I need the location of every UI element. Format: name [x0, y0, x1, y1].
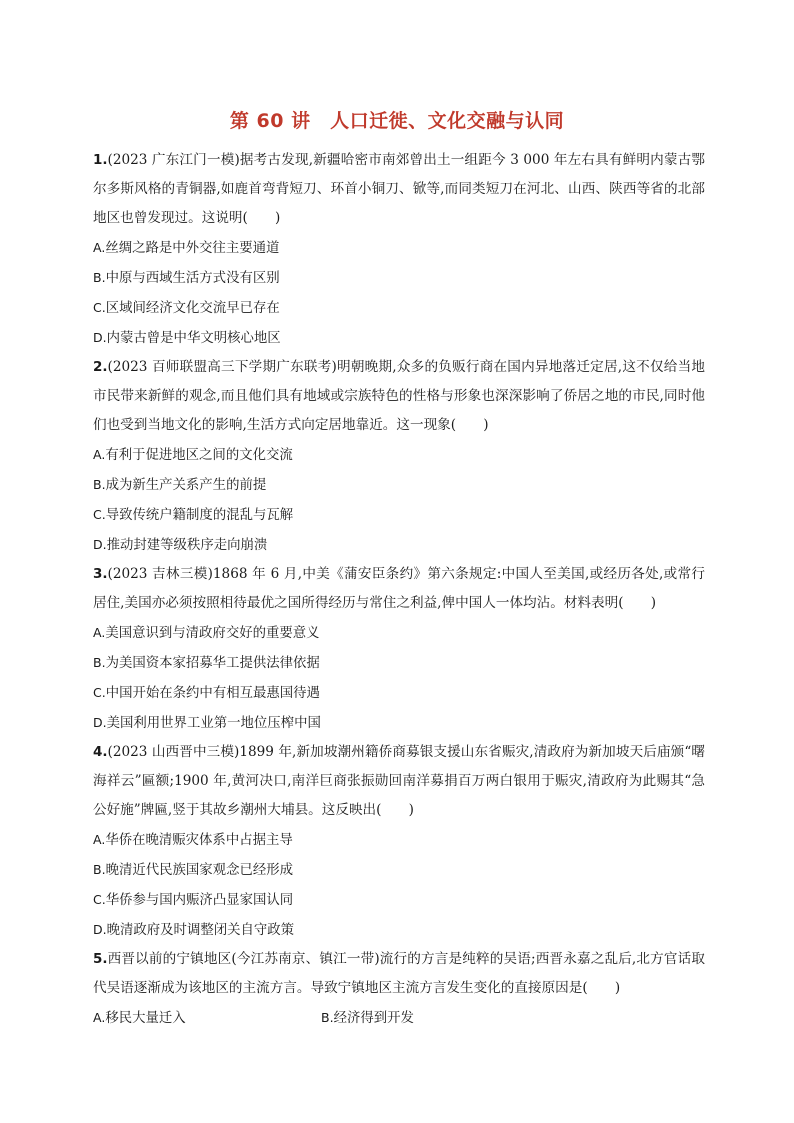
option-letter: B.: [321, 1010, 334, 1025]
question-number: 2.: [93, 359, 108, 375]
option-letter: C.: [93, 892, 106, 907]
question-text: (2023 吉林三模)1868 年 6 月,中美《蒲安臣条约》第六条规定:中国人至美国,或经历各处,或常行居住,美国亦必须按照相待最优之国所得经历与常住之利益,俾中国人一体均沾。材料表明( ): [93, 566, 705, 611]
page-title: 第 60 讲 人口迁徙、文化交融与认同: [229, 110, 565, 132]
option-letter: C.: [93, 300, 106, 315]
option-text: 区域间经济文化交流早已存在: [105, 301, 280, 316]
option-letter: A.: [93, 240, 106, 255]
option-letter: A.: [93, 625, 106, 640]
option-d: [93, 915, 705, 945]
option-a: [93, 440, 705, 470]
question-4: [93, 738, 705, 945]
question-text: 西晋以前的宁镇地区(今江苏南京、镇江一带)流行的方言是纯粹的吴语;西晋永嘉之乱后,北方官话取代吴语逐渐成为该地区的主流方言。导致宁镇地区主流方言发生变化的直接原因是( ): [93, 951, 705, 996]
option-letter: C.: [93, 507, 106, 522]
question-stem: [93, 353, 705, 440]
option-text: 推动封建等级秩序走向崩溃: [106, 538, 268, 553]
option-b: [93, 470, 705, 500]
option-text: 导致传统户籍制度的混乱与瓦解: [105, 508, 294, 523]
question-1: [93, 146, 705, 353]
option-text: 美国意识到与清政府交好的重要意义: [105, 626, 320, 641]
option-letter: A.: [93, 1010, 106, 1025]
option-letter: A.: [93, 447, 106, 462]
option-letter: B.: [93, 862, 106, 877]
option-c: [93, 885, 705, 915]
option-text: 移民大量迁入: [105, 1011, 186, 1026]
option-text: 有利于促进地区之间的文化交流: [105, 448, 293, 463]
question-3: [93, 560, 705, 738]
option-c: [93, 678, 705, 708]
option-letter: B.: [93, 655, 106, 670]
option-a: [93, 618, 705, 648]
question-2: [93, 353, 705, 560]
question-number: 1.: [93, 152, 108, 168]
option-text: 成为新生产关系产生的前提: [105, 478, 267, 493]
question-number: 5.: [93, 951, 108, 967]
question-stem: [93, 146, 705, 233]
option-text: 内蒙古曾是中华文明核心地区: [106, 331, 281, 346]
question-text: (2023 山西晋中三模)1899 年,新加坡潮州籍侨商募银支援山东省赈灾,清政府为新加坡天后庙颁“曙海祥云”匾额;1900 年,黄河决口,南洋巨商张振勋回南洋募捐百万两白银用于赈灾,清政府为此赐其“急公好施”牌匾,竖于其故乡潮州大埔县。这反映出( ): [93, 744, 705, 818]
question-text: (2023 百师联盟高三下学期广东联考)明朝晚期,众多的负贩行商在国内异地落迁定居,这不仅给当地市民带来新鲜的观念,而且他们具有地域或宗族特色的性格与形象也深深影响了侨居之地的市民,同时他们也受到当地文化的影响,生活方式向定居地靠近。这一现象( ): [93, 359, 705, 433]
option-text: 华侨在晚清赈灾体系中占据主导: [105, 833, 293, 848]
question-stem: [93, 560, 705, 618]
option-text: 华侨参与国内赈济凸显家国认同: [105, 893, 294, 908]
option-a: [93, 825, 705, 855]
question-stem: [93, 945, 705, 1003]
option-letter: B.: [93, 477, 106, 492]
option-letter: D.: [93, 537, 107, 552]
option-text: 丝绸之路是中外交往主要通道: [105, 241, 280, 256]
option-b: [321, 1003, 549, 1033]
option-d: [93, 708, 705, 738]
option-text: 中国开始在条约中有相互最惠国待遇: [105, 686, 320, 701]
option-a: [93, 1003, 321, 1033]
option-a: [93, 233, 705, 263]
option-row: [93, 1003, 705, 1033]
option-text: 晚清政府及时调整闭关自守政策: [106, 923, 295, 938]
option-text: 经济得到开发: [333, 1011, 414, 1026]
option-b: [93, 648, 705, 678]
option-b: [93, 263, 705, 293]
option-text: 美国利用世界工业第一地位压榨中国: [106, 716, 321, 731]
question-5: [93, 945, 705, 1033]
option-text: 中原与西域生活方式没有区别: [105, 271, 280, 286]
option-c: [93, 293, 705, 323]
question-number: 4.: [93, 744, 108, 760]
option-letter: A.: [93, 832, 106, 847]
option-text: 晚清近代民族国家观念已经形成: [105, 863, 294, 878]
option-d: [93, 530, 705, 560]
question-number: 3.: [93, 566, 108, 582]
option-letter: C.: [93, 685, 106, 700]
question-text: (2023 广东江门一模)据考古发现,新疆哈密市南郊曾出土一组距今 3 000 年左右具有鲜明内蒙古鄂尔多斯风格的青铜器,如鹿首弯背短刀、环首小铜刀、锨等,而同类短刀在河北、山西、陕西等省的北部地区也曾发现过。这说明( ): [93, 152, 705, 226]
question-list: [93, 146, 705, 1033]
option-letter: D.: [93, 330, 107, 345]
question-stem: [93, 738, 705, 825]
option-letter: B.: [93, 270, 106, 285]
option-c: [93, 500, 705, 530]
option-d: [93, 323, 705, 353]
option-letter: D.: [93, 922, 107, 937]
option-letter: D.: [93, 715, 107, 730]
option-b: [93, 855, 705, 885]
option-text: 为美国资本家招募华工提供法律依据: [105, 656, 320, 671]
